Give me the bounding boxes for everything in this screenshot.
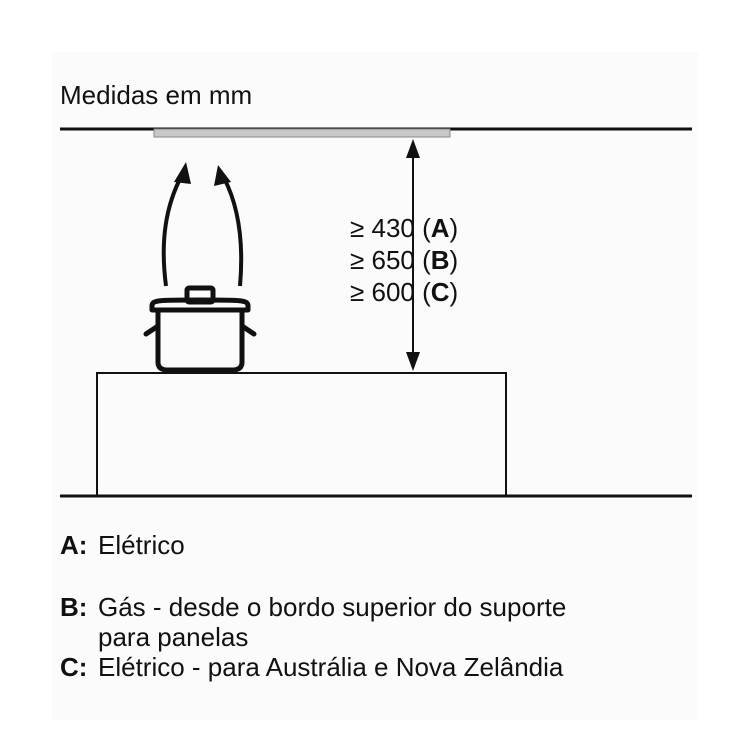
steam-arrow-left: [164, 175, 182, 286]
dimension-arrow-bottom: [406, 352, 420, 371]
legend-key: C:: [60, 652, 88, 682]
legend-text: Elétrico - para Austrália e Nova Zelândia: [98, 652, 564, 682]
dimension-arrow-top: [406, 139, 420, 158]
dimension-labels: [350, 212, 458, 308]
legend-item-a: [60, 530, 566, 560]
counter-outline: [97, 373, 506, 496]
steam-arrow-left-head: [174, 162, 191, 184]
dimension-b: ≥ 650 (B): [350, 245, 459, 275]
dimension-c: ≥ 600 (C): [350, 277, 459, 307]
dimension-a: ≥ 430 (A): [350, 213, 459, 243]
steam-arrow-right: [224, 178, 241, 286]
legend-item-b: [60, 592, 566, 652]
units-label: Medidas em mm: [60, 80, 253, 110]
legend-text: Elétrico: [98, 530, 185, 560]
legend-item-c: [60, 652, 566, 682]
legend: [60, 530, 566, 682]
pot-icon: [146, 288, 254, 370]
legend-key: A:: [60, 530, 88, 560]
legend-text: Gás - desde o bordo superior do suporte para panelas: [98, 592, 567, 652]
hood-outline: [154, 129, 450, 137]
legend-key: B:: [60, 592, 88, 622]
